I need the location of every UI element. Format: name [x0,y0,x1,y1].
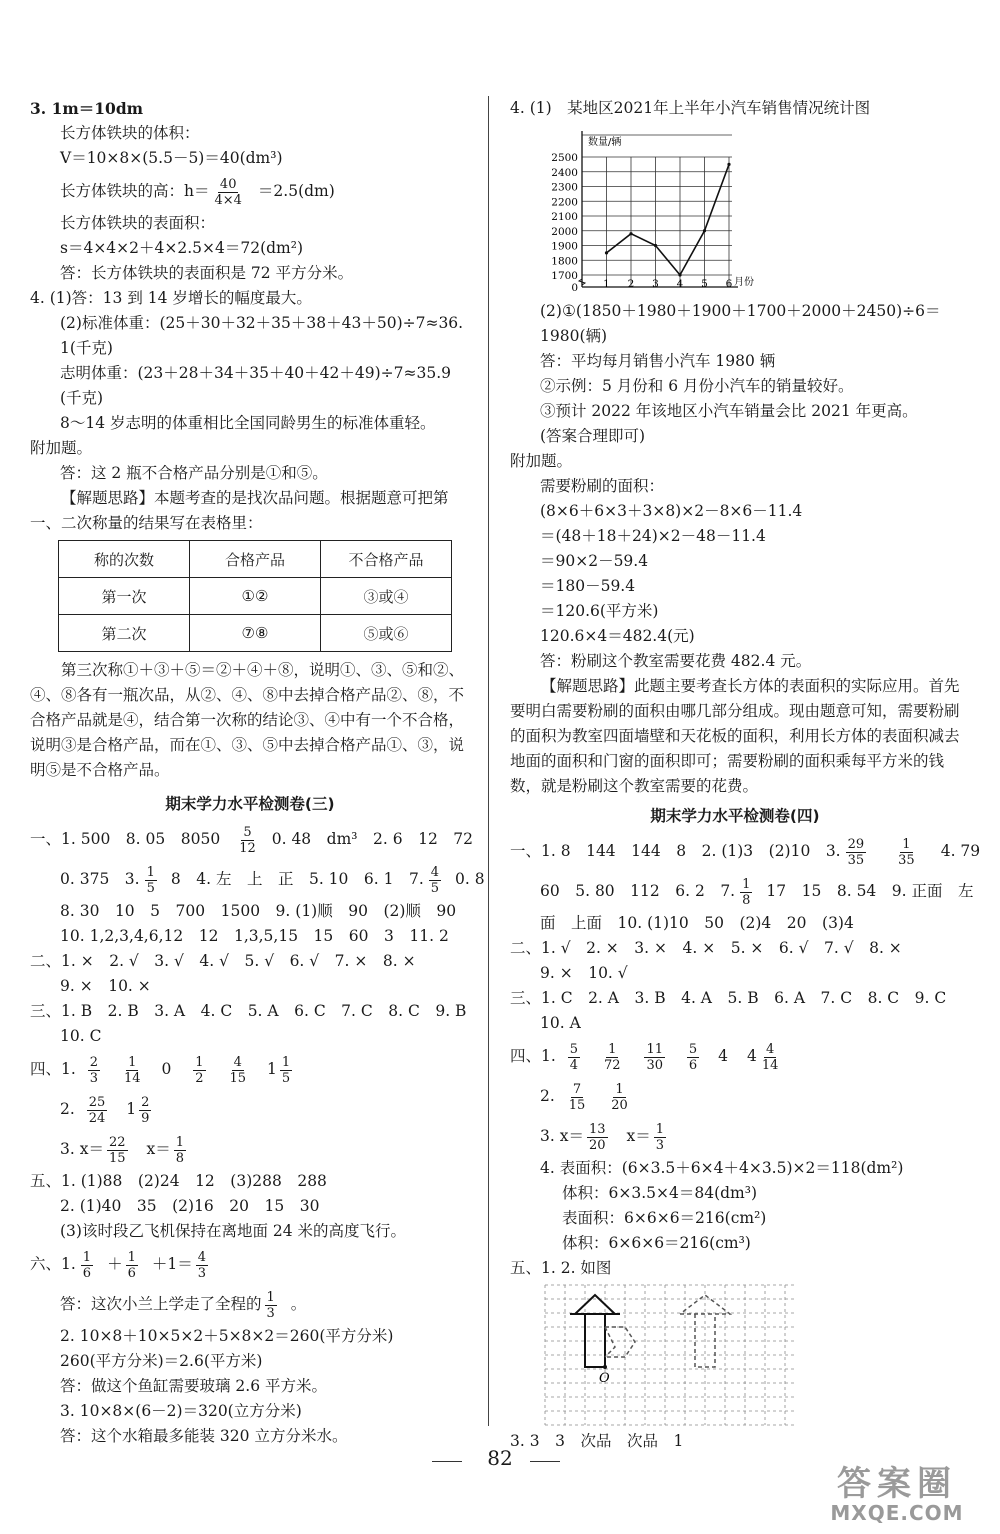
cell: ⑤或⑥ [321,615,452,652]
chart-x-tick-label: 5 [701,278,708,290]
q3-line: 答：长方体铁块的表面积是 72 平方分米。 [60,264,354,282]
cell: ③或④ [321,578,452,615]
sales-line-chart [540,121,754,299]
text: x＝ [146,1140,171,1158]
denominator: 15 [568,1097,586,1113]
denominator: 2 [195,1070,204,1086]
numerator: 40 [219,176,237,192]
weighing-table [58,540,452,652]
text: 答：这次小兰上学走了全程的 [60,1295,262,1313]
numerator: 1 [655,1121,664,1137]
text: 4. 79 [940,842,981,860]
chart-y-tick-label: 2500 [551,152,578,164]
grid-drawing [540,1281,800,1429]
q3-line: 长方体铁块的表面积： [60,214,216,232]
extra-answer: 答：这 2 瓶不合格产品分别是①和⑤。 [60,464,328,482]
e4-s4-line: 体积：6×3.5×4＝84(dm³) [562,1184,757,1202]
numerator: 13 [588,1121,606,1137]
text: 四、1. [510,1047,556,1065]
exam3-title: 期末学力水平检测卷(三) [165,795,335,813]
extra-label: 附加题。 [510,452,573,470]
numerator: 29 [847,836,865,852]
denominator: 9 [141,1110,150,1126]
e4-s4-row2 [510,1076,960,1116]
numerator: 1 [127,1249,136,1265]
text: 0 [161,1060,172,1078]
fraction [196,1250,208,1281]
fraction [122,1055,143,1086]
chart-y-tick-label: 1800 [551,255,578,268]
fraction [740,877,752,908]
chart-y-tick-label: 2100 [551,211,578,223]
fraction [126,1250,138,1281]
fraction [174,1135,186,1166]
e4-line: 二、1. √ 2. × 3. × 4. × 5. × 6. √ 7. √ 8. × [510,939,902,957]
denominator: 3 [89,1070,99,1086]
e4-line: 10. A [540,1014,581,1032]
arrow-shape [575,1295,615,1314]
fraction [609,1082,630,1113]
point-o-label: O [599,1371,610,1386]
exam4-title: 期末学力水平检测卷(四) [650,807,820,825]
e3-s6-line: 2. 10×8＋10×5×2＋5×8×2＝260(平方分米) [60,1327,394,1345]
e4-line: 面 上面 10. (1)10 50 (2)4 20 (3)4 [540,914,854,932]
q4-line: 1(千克) [60,339,113,357]
denominator: 6 [127,1265,136,1281]
fraction [587,1122,608,1153]
watermark-logo [808,1466,986,1526]
fraction [227,1055,248,1086]
fraction [107,1135,128,1166]
arrow-stem [585,1314,605,1367]
text: 六、1. [30,1255,76,1273]
extra-line: (8×6＋6×3＋3×8)×2－8×6－11.4 [540,502,803,520]
e4-row1 [510,831,981,871]
denominator: 5 [430,880,440,896]
chart-y-tick-label: 2000 [551,225,578,238]
chart-y-tick-label: 0 [571,282,578,294]
numerator: 1 [146,864,155,880]
denominator: 3 [655,1137,664,1153]
denominator: 14 [761,1057,779,1073]
cell: 第一次 [59,578,190,615]
fraction [896,837,917,868]
denominator: 15 [108,1150,126,1166]
text: 一、1. 8 144 144 8 2. (1)3 (2)10 3. [510,842,841,860]
text: 60 5. 80 112 6. 2 7. [540,882,736,900]
chart-data-point [727,163,730,166]
e3-line: 三、1. B 2. B 3. A 4. C 5. A 6. C 7. C 8. C 9. B [30,1002,467,1020]
denominator: 3 [197,1265,207,1281]
text: 4 [718,1047,729,1065]
chart-x-tick-label: 6 [725,278,733,290]
extra-line: 120.6×4＝482.4(元) [540,627,695,645]
chart-data-point [654,244,657,247]
analysis: 【解题思路】此题主要考查长方体的表面积的实际应用。首先要明白需要粉刷的面积由哪几部分组成。现由题意可知，需要粉刷的面积为教室四面墙壁和天花板的面积，利用长方体的表面积减去地面的面积和门窗的面积即可；需要粉刷的面积乘每平方米的钱数，就是粉刷这个教室需要的花费。 [510,677,960,795]
extra-line: ＝180－59.4 [540,577,636,595]
text: ＝2.5(dm) [257,182,335,200]
q4-line: 4. (1)答：13 到 14 岁增长的幅度最大。 [30,289,312,307]
e3-s6-line: 答：这个水箱最多能装 320 立方分米水。 [60,1427,348,1445]
denominator: 20 [588,1137,606,1153]
text: ＋1＝ [151,1255,193,1273]
numerator: 2 [89,1054,99,1070]
denominator: 35 [847,852,865,868]
chart-x-tick-label: 2 [627,278,635,290]
q4-line: 8～14 岁志明的体重相比全国同龄男生的标准体重轻。 [60,414,436,432]
e3-line: 二、1. × 2. √ 3. √ 4. √ 5. √ 6. √ 7. × 8. × [30,952,416,970]
e4-s4-line: 4. 表面积：(6×3.5＋6×4＋4×3.5)×2＝118(dm²) [540,1159,904,1177]
extra-line: ＝90×2－59.4 [540,552,649,570]
e3-s6-eq [30,1244,470,1284]
numerator: 5 [243,824,252,840]
point-o [603,1365,607,1369]
fraction [568,1042,580,1073]
q3-line: s＝4×4×2＋4×2.5×4＝72(dm²) [60,239,304,257]
page-dash-right [530,1461,560,1462]
denominator: 8 [742,892,751,908]
denominator: 5 [146,880,155,896]
e3-s6-line: 260(平方分米)＝2.6(平方米) [60,1352,263,1370]
text: 一、1. 500 8. 05 8050 [30,830,221,848]
q3-line: V＝10×8×(5.5－5)＝40(dm³) [60,149,283,167]
numerator: 1 [615,1081,624,1097]
numerator: 4 [233,1054,242,1070]
e3-line: 10. 1,2,3,4,6,12 12 1,3,5,15 15 60 3 11. 2 [60,927,449,945]
analysis-intro: 【解题思路】本题考查的是找次品问题。根据题意可把第一、二次称量的结果写在表格里： [30,489,449,532]
e4-s4-line: 体积：6×6×6＝216(cm³) [562,1234,751,1252]
e4-s4-row3 [510,1116,960,1156]
e4-s4-row1 [510,1036,960,1076]
extra-label: 附加题。 [30,439,93,457]
numerator: 11 [646,1041,663,1057]
e3-row2 [30,859,485,899]
chart-x-axis-title: 月份 [734,277,754,288]
numerator: 4 [197,1249,207,1265]
denominator: 6 [82,1265,92,1281]
q4-line: 答：平均每月销售小汽车 1980 辆 [540,352,776,370]
table-header-row [59,541,452,578]
q4-line: (千克) [60,389,104,407]
numerator: 1 [175,1134,184,1150]
fraction [265,1290,277,1321]
e4-line: 9. × 10. √ [540,964,628,982]
q4-line: (答案合理即可) [540,427,646,445]
e3-s6-line: 答：做这个鱼缸需要玻璃 2.6 平方米。 [60,1377,328,1395]
numerator: 1 [195,1054,204,1070]
numerator: 1 [902,836,911,852]
fraction [212,177,243,208]
numerator: 1 [82,1249,92,1265]
q3-line [30,96,470,121]
fraction [644,1042,665,1073]
chart-y-tick-label: 2200 [551,196,578,209]
fraction [193,1055,205,1086]
fraction [87,1095,108,1126]
e4-row2 [510,871,974,911]
e4-s5-line: 五、1. 2. 如图 [510,1259,612,1277]
chart-y-tick-label: 1900 [551,240,578,253]
table-row [59,578,452,615]
fraction [139,1095,151,1126]
e4-s4-line: 表面积：6×6×6＝216(cm²) [562,1209,767,1227]
e3-row1 [30,819,474,859]
cell: ①② [190,578,321,615]
fraction [567,1082,588,1113]
q4-line: 志明体重：(23＋28＋34＋35＋40＋42＋49)÷7≈35.9 [60,364,452,382]
header-cell: 称的次数 [59,541,190,578]
fraction [760,1042,781,1073]
chart-data-point [605,251,608,254]
chart-y-tick-label: 1700 [551,270,578,282]
table-row [59,615,452,652]
e3-s6-answer [30,1284,470,1324]
text: 17 15 8. 54 9. 正面 左 [766,882,974,900]
text: 0. 48 dm³ 2. 6 12 72 [271,830,474,848]
extra-line: ＝(48＋18＋24)×2－48－11.4 [540,527,766,545]
e4-line: 三、1. C 2. A 3. B 4. A 5. B 6. A 7. C 8. C 9. C [510,989,947,1007]
numerator: 4 [765,1041,775,1057]
cell: 第二次 [59,615,190,652]
numerator: 7 [572,1081,582,1097]
denominator: 6 [688,1057,698,1073]
text: 3. x＝ [540,1127,584,1145]
denominator: 15 [229,1070,247,1086]
denominator: 35 [898,852,915,868]
denominator: 4×4 [214,192,242,208]
chart-x-tick-label: 1 [603,278,610,290]
q4-line: 1980(辆) [540,327,608,345]
e3-s5-line: 五、1. (1)88 (2)24 12 (3)288 288 [30,1172,327,1190]
text: 。 [290,1295,307,1313]
text: 1 [126,1100,137,1118]
q3-height-line [30,171,470,211]
e3-line: 9. × 10. × [60,977,151,995]
e3-s4-row3 [30,1129,470,1169]
chart-data-point [629,232,632,235]
chart-series-line [607,164,730,275]
text: 四、1. [30,1060,76,1078]
text: x＝ [626,1127,651,1145]
text: 2. [60,1100,75,1118]
left-column [30,96,485,1449]
denominator: 20 [611,1097,628,1113]
e3-line: 10. C [60,1027,102,1045]
watermark-bottom-text: MXQE.COM [830,1501,964,1525]
fraction [846,837,867,868]
q3-line: 长方体铁块的体积： [60,124,200,142]
chart-y-tick-label: 2400 [551,166,578,179]
watermark-top-text: 答案圈 [837,1464,957,1504]
numerator: 5 [569,1041,579,1057]
numerator: 4 [430,864,440,880]
e3-s4-row2 [30,1089,470,1129]
extra-line: 需要粉刷的面积： [540,477,665,495]
extra-line: 答：粉刷这个教室需要花费 482.4 元。 [540,652,812,670]
denominator: 14 [123,1070,141,1086]
numerator: 2 [141,1094,150,1110]
q4-line: (2)①(1850＋1980＋1900＋1700＋2000＋2450)÷6＝ [540,302,941,320]
fraction [429,865,441,896]
e3-line: 8. 30 10 5 700 1500 9. (1)顺 90 (2)顺 90 [60,902,457,920]
denominator: 72 [603,1057,621,1073]
chart-x-tick-label: 3 [652,278,659,290]
denominator: 8 [175,1150,184,1166]
header-cell: 合格产品 [190,541,321,578]
chart-y-axis-title: 数量/辆 [588,137,622,148]
denominator: 4 [569,1057,579,1073]
text: ＋ [107,1255,123,1273]
denominator: 5 [281,1070,291,1086]
extra-line: ＝120.6(平方米) [540,602,659,620]
text: 长方体铁块的高：h＝ [60,182,210,200]
e3-s5-line: (3)该时段乙飞机保持在离地面 24 米的高度飞行。 [60,1222,407,1240]
q4-line: ②示例：5 月份和 6 月份小汽车的销量较好。 [540,377,854,395]
rotated-shape [605,1327,615,1357]
cell: ⑦⑧ [190,615,321,652]
numerator: 1 [608,1041,617,1057]
text: 8 4. 左 上 正 5. 10 6. 1 7. [170,870,424,888]
e3-s5-line: 2. (1)40 35 (2)16 20 15 30 [60,1197,320,1215]
text: 3. x＝ [60,1140,104,1158]
fraction [654,1122,666,1153]
fraction [81,1250,93,1281]
fraction [687,1042,699,1073]
numerator: 1 [281,1054,291,1070]
q4-line: ③预计 2022 年该地区小汽车销量会比 2021 年更高。 [540,402,918,420]
text: 2. [540,1087,555,1105]
column-divider [488,96,489,1426]
numerator: 1 [742,876,751,892]
chart-data-point [678,273,681,276]
e4-s5-3-line: 3. 3 3 次品 次品 1 [510,1432,684,1450]
q4-line: (2)标准体重：(25＋30＋32＋35＋38＋43＋50)÷7≈36. [60,314,464,332]
fraction [88,1055,100,1086]
chart-data-point [703,229,706,232]
denominator: 12 [239,840,256,856]
page-number: 82 [487,1446,513,1470]
analysis-body: 第三次称①＋③＋⑤＝②＋④＋⑧，说明①、③、⑤和②、④、⑧各有一瓶次品，从②、④、⑧中去掉合格产品②、⑧，不合格产品就是④，结合第一次称的结论③、④中有一个不合格，说明③是合格产品，而在①、③、⑤中去掉合格产品①、③，说明⑤是不合格产品。 [30,661,465,779]
text: 1 [266,1060,277,1078]
header-cell: 不合格产品 [321,541,452,578]
chart-title: 4. (1) 某地区2021年上半年小汽车销售情况统计图 [510,99,871,117]
text: 4 [746,1047,757,1065]
numerator: 1 [266,1289,275,1305]
fraction [237,825,258,856]
denominator: 30 [646,1057,663,1073]
chart-x-tick-label: 4 [676,278,684,290]
numerator: 22 [108,1134,126,1150]
numerator: 25 [88,1094,106,1110]
denominator: 24 [88,1110,106,1126]
text: 0. 375 3. [60,870,140,888]
fraction [145,865,157,896]
chart-y-tick-label: 2300 [551,181,578,194]
fraction [602,1042,623,1073]
e3-s4-row1 [30,1049,470,1089]
fraction [280,1055,292,1086]
numerator: 1 [128,1054,137,1070]
numerator: 5 [688,1041,698,1057]
text: 0. 8 [455,870,485,888]
denominator: 3 [266,1305,275,1321]
e3-s6-line: 3. 10×8×(6－2)＝320(立方分米) [60,1402,302,1420]
right-column [510,96,981,1454]
q3-heading: 3. 1m＝10dm [30,99,144,118]
